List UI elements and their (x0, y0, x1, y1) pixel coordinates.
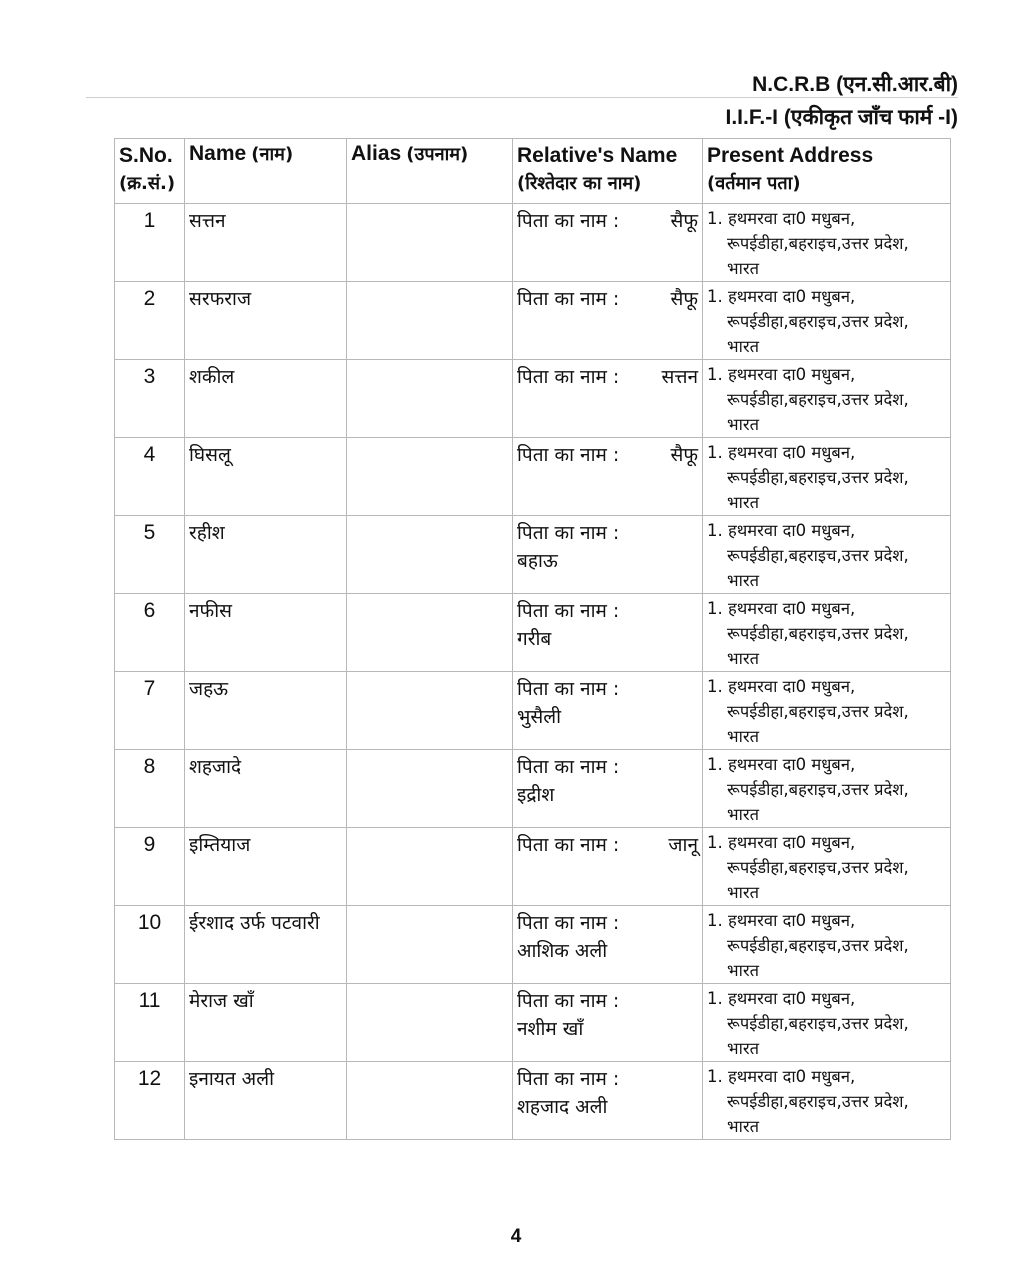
address-line-2: रूपईडीहा,बहराइच,उत्तर प्रदेश, (727, 936, 909, 955)
address-line-2: रूपईडीहा,बहराइच,उत्तर प्रदेश, (727, 1092, 909, 1111)
address-cell (703, 360, 951, 438)
table-row (115, 282, 951, 360)
serial-number-cell: 1 (115, 204, 185, 282)
relative-label: पिता का नाम : (517, 210, 620, 232)
name-cell: शकील (185, 360, 347, 438)
address-line-3: भारत (727, 415, 760, 434)
address-line-3: भारत (727, 259, 760, 278)
serial-number-cell: 2 (115, 282, 185, 360)
relative-name-value: आशिक अली (517, 940, 608, 962)
relative-name-value: सैफू (670, 288, 698, 310)
address-cell (703, 594, 951, 672)
address-cell (703, 204, 951, 282)
table-row (115, 906, 951, 984)
name-cell: मेराज खाँ (185, 984, 347, 1062)
relative-name-value: नशीम खाँ (517, 1018, 584, 1040)
relative-name-cell (513, 984, 703, 1062)
name-cell: शहजादे (185, 750, 347, 828)
name-cell: घिसलू (185, 438, 347, 516)
address-line-3: भारत (727, 337, 760, 356)
relative-name-cell (513, 1062, 703, 1140)
relative-name-cell (513, 672, 703, 750)
address-line-1: 1. हथमरवा दा0 मधुबन, (707, 209, 856, 228)
address-line-1: 1. हथमरवा दा0 मधुबन, (707, 677, 856, 696)
alias-cell (347, 282, 513, 360)
address-line-2: रूपईडीहा,बहराइच,उत्तर प्रदेश, (727, 702, 909, 721)
address-line-3: भारत (727, 1039, 760, 1058)
address-cell (703, 1062, 951, 1140)
relative-label: पिता का नाम : (517, 756, 620, 778)
address-line-3: भारत (727, 649, 760, 668)
page-number: 4 (510, 1226, 522, 1247)
relative-name-cell (513, 750, 703, 828)
relative-name-cell (513, 282, 703, 360)
name-cell: इम्तियाज (185, 828, 347, 906)
name-cell: सरफराज (185, 282, 347, 360)
address-line-3: भारत (727, 1117, 760, 1136)
accused-list-table (114, 138, 951, 1140)
address-line-1: 1. हथमरवा दा0 मधुबन, (707, 287, 856, 306)
serial-number-cell: 4 (115, 438, 185, 516)
column-header-alias: Alias (उपनाम) (347, 139, 513, 204)
address-line-3: भारत (727, 571, 760, 590)
alias-cell (347, 204, 513, 282)
header-divider (86, 97, 958, 98)
relative-label: पिता का नाम : (517, 678, 620, 700)
relative-label: पिता का नाम : (517, 834, 620, 856)
relative-name-value: सैफू (670, 444, 698, 466)
alias-cell (347, 360, 513, 438)
relative-name-value: सैफू (670, 210, 698, 232)
relative-label: पिता का नाम : (517, 600, 620, 622)
relative-name-value: शहजाद अली (517, 1096, 608, 1118)
address-line-2: रूपईडीहा,बहराइच,उत्तर प्रदेश, (727, 312, 909, 331)
table-row (115, 828, 951, 906)
alias-cell (347, 672, 513, 750)
column-header-sno: S.No. (क्र.सं.) (115, 139, 185, 204)
relative-label: पिता का नाम : (517, 1068, 620, 1090)
address-cell (703, 828, 951, 906)
relative-label: पिता का नाम : (517, 366, 620, 388)
name-cell: इनायत अली (185, 1062, 347, 1140)
table-row (115, 594, 951, 672)
relative-name-value: गरीब (517, 628, 552, 650)
relative-name-cell (513, 906, 703, 984)
alias-cell (347, 1062, 513, 1140)
address-line-2: रूपईडीहा,बहराइच,उत्तर प्रदेश, (727, 624, 909, 643)
relative-label: पिता का नाम : (517, 288, 620, 310)
relative-label: पिता का नाम : (517, 522, 620, 544)
address-line-1: 1. हथमरवा दा0 मधुबन, (707, 833, 856, 852)
relative-label: पिता का नाम : (517, 990, 620, 1012)
name-cell: रहीश (185, 516, 347, 594)
address-line-1: 1. हथमरवा दा0 मधुबन, (707, 989, 856, 1008)
address-cell (703, 282, 951, 360)
serial-number-cell: 7 (115, 672, 185, 750)
address-line-2: रूपईडीहा,बहराइच,उत्तर प्रदेश, (727, 468, 909, 487)
name-cell: जहऊ (185, 672, 347, 750)
relative-name-cell (513, 204, 703, 282)
name-cell: सत्तन (185, 204, 347, 282)
serial-number-cell: 5 (115, 516, 185, 594)
form-agency-title: N.C.R.B (एन.सी.आर.बी) (752, 73, 958, 96)
table-row (115, 438, 951, 516)
address-line-3: भारत (727, 727, 760, 746)
table-row (115, 360, 951, 438)
alias-cell (347, 906, 513, 984)
address-line-1: 1. हथमरवा दा0 मधुबन, (707, 521, 856, 540)
address-cell (703, 750, 951, 828)
relative-name-cell (513, 828, 703, 906)
alias-cell (347, 750, 513, 828)
relative-name-cell (513, 438, 703, 516)
relative-name-value: इद्रीश (517, 784, 555, 806)
address-line-3: भारत (727, 883, 760, 902)
address-line-1: 1. हथमरवा दा0 मधुबन, (707, 911, 856, 930)
address-line-1: 1. हथमरवा दा0 मधुबन, (707, 365, 856, 384)
column-header-relative: Relative's Name (रिश्तेदार का नाम) (513, 139, 703, 204)
name-cell: नफीस (185, 594, 347, 672)
alias-cell (347, 438, 513, 516)
relative-name-cell (513, 360, 703, 438)
serial-number-cell: 10 (115, 906, 185, 984)
address-line-2: रूपईडीहा,बहराइच,उत्तर प्रदेश, (727, 1014, 909, 1033)
address-line-2: रूपईडीहा,बहराइच,उत्तर प्रदेश, (727, 780, 909, 799)
table-row (115, 1062, 951, 1140)
column-header-name: Name (नाम) (185, 139, 347, 204)
address-line-3: भारत (727, 493, 760, 512)
address-line-1: 1. हथमरवा दा0 मधुबन, (707, 443, 856, 462)
relative-label: पिता का नाम : (517, 912, 620, 934)
relative-name-value: सत्तन (661, 366, 698, 388)
relative-name-value: जानू (668, 834, 698, 856)
table-row (115, 984, 951, 1062)
form-name-title: I.I.F.-I (एकीकृत जाँच फार्म -I) (725, 106, 958, 129)
table-row (115, 672, 951, 750)
address-line-1: 1. हथमरवा दा0 मधुबन, (707, 1067, 856, 1086)
column-header-address: Present Address (वर्तमान पता) (703, 139, 951, 204)
address-line-2: रूपईडीहा,बहराइच,उत्तर प्रदेश, (727, 858, 909, 877)
serial-number-cell: 3 (115, 360, 185, 438)
relative-name-cell (513, 516, 703, 594)
address-line-2: रूपईडीहा,बहराइच,उत्तर प्रदेश, (727, 390, 909, 409)
serial-number-cell: 12 (115, 1062, 185, 1140)
name-cell: ईरशाद उर्फ पटवारी (185, 906, 347, 984)
alias-cell (347, 594, 513, 672)
address-cell (703, 516, 951, 594)
address-cell (703, 672, 951, 750)
alias-cell (347, 984, 513, 1062)
serial-number-cell: 11 (115, 984, 185, 1062)
serial-number-cell: 6 (115, 594, 185, 672)
table-header-row (115, 139, 951, 204)
address-line-1: 1. हथमरवा दा0 मधुबन, (707, 755, 856, 774)
address-cell (703, 438, 951, 516)
serial-number-cell: 8 (115, 750, 185, 828)
address-line-3: भारत (727, 961, 760, 980)
address-line-3: भारत (727, 805, 760, 824)
relative-name-value: भुसैली (517, 706, 562, 728)
address-cell (703, 906, 951, 984)
address-cell (703, 984, 951, 1062)
table-row (115, 750, 951, 828)
relative-name-value: बहाऊ (517, 550, 558, 572)
alias-cell (347, 516, 513, 594)
address-line-1: 1. हथमरवा दा0 मधुबन, (707, 599, 856, 618)
alias-cell (347, 828, 513, 906)
address-line-2: रूपईडीहा,बहराइच,उत्तर प्रदेश, (727, 546, 909, 565)
address-line-2: रूपईडीहा,बहराइच,उत्तर प्रदेश, (727, 234, 909, 253)
serial-number-cell: 9 (115, 828, 185, 906)
relative-label: पिता का नाम : (517, 444, 620, 466)
table-row (115, 204, 951, 282)
relative-name-cell (513, 594, 703, 672)
table-row (115, 516, 951, 594)
